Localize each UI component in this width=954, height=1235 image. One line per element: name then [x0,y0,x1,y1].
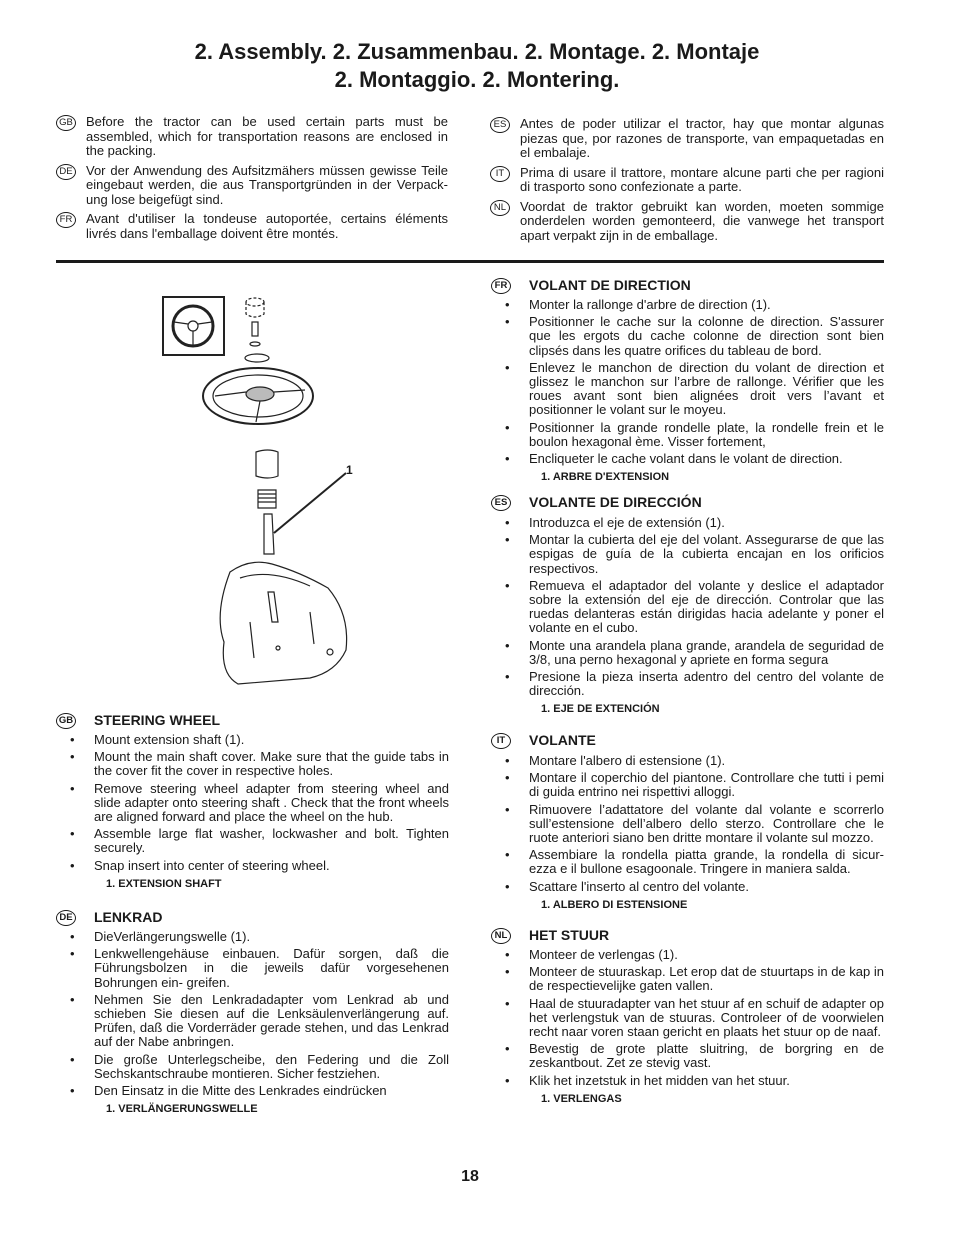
list-item: • Haal de stuuradapter van het stuur af en schuif de adapter op het verlengstuk van de stuuras. Controleer of de voorwielen recht naar voren staan gericht en plaats het stuur op de naaf. [491,997,884,1040]
list-item: • Remueva el adaptador del volante y deslice el adaptador sobre la extensión del eje de dirección. Controlar que las ruedas delanteras están dirigidas hacia adelante y poner el volante en el cubo. [491,579,884,636]
section-nl [491,927,884,1106]
callout-label: 1 [346,463,353,477]
title-line-1: 2. Assembly. 2. Zusammenbau. 2. Montage. 2. Montaje [194,39,760,64]
figure-caption: 1. ALBERO DI ESTENSIONE [541,898,688,911]
list-item: • Montare l'albero di estensione (1). [491,754,884,768]
intro-text: Antes de poder utilizar el tractor, hay que montar algunas piezas que, por razones de transporte, van empaquetadas en el embalaje. [520,116,884,160]
lang-badge-fr: FR [56,212,76,228]
list-item: • Positionner la grande rondelle plate, la rondelle frein et le boulon hexagonal ème. Visser fortement, [491,421,884,449]
intro-fr [56,212,448,241]
instruction-list [491,948,884,1088]
flat-washer-part [245,354,269,362]
list-item: • DieVerlängerungswelle (1). [56,930,449,944]
section-gb [56,712,449,891]
lang-badge-gb: GB [56,713,76,729]
intro-text: Voordat de traktor gebruikt kan worden, moeten sommige onderdelen worden gemonteerd, die vanwege het transport apart verpakt zijn in de emballage. [520,198,884,243]
list-item: • Positionner le cache sur la colonne de direction. S'assurer que les ergots du cache colonne de direction sont bien clipsés dans les quatre orifices du tableau de bord. [491,315,884,358]
steering-wheel-assembly-figure [160,292,360,696]
spring-part [258,490,276,508]
list-item: • Enlevez le manchon de direction du volant de direction et glissez le manchon sur l’arbre de rallonge. Vérifier que les roues avant sont bien alignées droit vers l’avant et positionner le volant sur le moyeu. [491,361,884,418]
section-heading [491,277,884,295]
page-number: 18 [461,1168,479,1185]
list-item: • Assembiare la rondella piatta grande, la rondella di sicur- ezza e il bullone esagoonale. Tringere in maniera salda. [491,848,884,876]
instruction-list [491,516,884,698]
heading-text: HET STUUR [529,927,610,943]
cap-part [246,298,264,306]
list-item: • Snap insert into center of steering wheel. [56,859,449,873]
callout-leader [274,473,346,533]
washer-part [250,342,260,346]
instruction-list [56,930,449,1098]
intro-gb [56,115,448,159]
section-fr [491,277,884,484]
dash-cover-part [220,562,346,684]
title-line-2: 2. Montaggio. 2. Montering. [334,67,620,92]
intro-left [56,115,448,246]
list-item: • Scattare l'inserto al centro del volante. [491,880,884,894]
figure-caption: 1. ARBRE D'EXTENSION [541,471,670,484]
intro-nl [490,200,884,244]
heading-text: VOLANTE [529,732,596,748]
list-item: • Encliqueter le cache volant dans le volant de direction. [491,452,884,466]
list-item: • Introduzca el eje de extensión (1). [491,516,884,530]
figure-caption: 1. VERLENGAS [541,1092,622,1105]
lang-badge-gb: GB [56,115,76,131]
instruction-list [56,733,449,873]
list-item: • Mount extension shaft (1). [56,733,449,747]
lang-badge-fr: FR [491,278,511,294]
lang-badge-de: DE [56,164,76,180]
list-item: • Assemble large flat washer, lockwasher and bolt. Tighten securely. [56,827,449,855]
adapter-part [256,450,278,478]
list-item: • Montare il coperchio del piantone. Controllare che tutti i pemi di guida entrino nei rispettivi alloggi. [491,771,884,799]
instruction-list [491,298,884,466]
list-item: • Monteer de verlengas (1). [491,948,884,962]
heading-text: VOLANTE DE DIRECCIÓN [529,494,702,510]
figure-caption: 1. EXTENSION SHAFT [106,877,222,890]
list-item: • Nehmen Sie den Lenkradadapter vom Lenkrad ab und schieben Sie diesen auf die Lenksäulenverlängerung auf. Prüfen, daß die Vorderräder gerade stehen, und das Lenkrad auf der Nabe anbringen. [56,993,449,1050]
heading-text: VOLANT DE DIRECTION [529,277,691,293]
lang-badge-nl: NL [490,200,510,216]
section-heading [491,494,884,512]
section-heading [491,732,884,750]
intro-text: Avant d'utiliser la tondeuse autoportée, certains éléments livrés dans l'emballage doivent être montés. [86,211,448,241]
lang-badge-es: ES [491,495,511,511]
section-heading [56,712,449,730]
intro-it [490,166,884,195]
list-item: • Den Einsatz in die Mitte des Lenkrades eindrücken [56,1084,449,1098]
heading-text: STEERING WHEEL [94,712,221,728]
section-it [491,732,884,912]
section-heading [56,909,449,927]
heading-text: LENKRAD [94,909,163,925]
section-de [56,909,449,1116]
list-item: • Monte una arandela plana grande, arandela de seguridad de 3/8, una perno hexagonal y apriete en forma segura [491,639,884,667]
list-item: • Monteer de stuuraskap. Let erop dat de stuurtaps in de kap in de respectievelijke gaten vallen. [491,965,884,993]
list-item: • Rimuovere l’adattatore del volante dal volante e scorrerlo sull’estensione dell’albero dello sterzo. Controllare che le ruote anteriori siano ben dritte montare il volante sul mozzo. [491,803,884,846]
figure-caption: 1. VERLÄNGERUNGSWELLE [106,1103,258,1116]
intro-text: Before the tractor can be used certain parts must be assembled, which for transportation reasons are enclosed in the packing. [86,114,448,158]
list-item: • Monter la rallonge d'arbre de direction (1). [491,298,884,312]
intro-text: Vor der Anwendung des Aufsitzmähers müssen gewisse Teile eingebaut werden, die aus Transportgründen in der Verpack-ung lose beigefügt sind. [86,162,448,207]
page-title [0,38,954,94]
list-item: • Mount the main shaft cover. Make sure that the guide tabs in the cover fit the cover in respective holes. [56,750,449,778]
list-item: • Die große Unterlegscheibe, den Federing und die Zoll Sechskantschraube montieren. Sicher festziehen. [56,1053,449,1081]
list-item: • Presione la pieza inserta adentro del centro del volante de dirección. [491,670,884,698]
list-item: • Bevestig de grote platte sluitring, de borgring en de zeskantbout. Zet ze stevig vast. [491,1042,884,1070]
section-es [491,494,884,717]
list-item: • Lenkwellengehäuse einbauen. Dafür sorgen, daß die Führungsbolzen in die jeweils dafür vorgesehenen Bohrungen ein- greifen. [56,947,449,990]
intro-de [56,164,448,208]
intro-es [490,117,884,161]
figure-caption: 1. EJE DE EXTENCIÓN [541,703,660,716]
lang-badge-it: IT [491,733,511,749]
lang-badge-nl: NL [491,928,511,944]
intro-text: Prima di usare il trattore, montare alcune parti che per ragioni di trasporto sono confezionate a parte. [520,164,884,194]
list-item: • Klik het inzetstuk in het midden van het stuur. [491,1074,884,1088]
instruction-list [491,754,884,894]
lang-badge-de: DE [56,910,76,926]
lang-badge-it: IT [490,166,510,182]
intro-right [490,117,884,248]
extension-shaft-part [264,514,274,554]
list-item: • Montar la cubierta del eje del volant. Assegurarse de que las espigas de guía de la cubierta encajan en los orificios respectivos. [491,533,884,576]
bolt-part [252,322,258,336]
section-heading [491,927,884,945]
list-item: • Remove steering wheel adapter from steering wheel and slide adapter onto steering shaft . Check that the front wheels are aligned forward and place the wheel on the hub. [56,782,449,825]
lang-badge-es: ES [490,117,510,133]
section-divider [56,260,884,263]
